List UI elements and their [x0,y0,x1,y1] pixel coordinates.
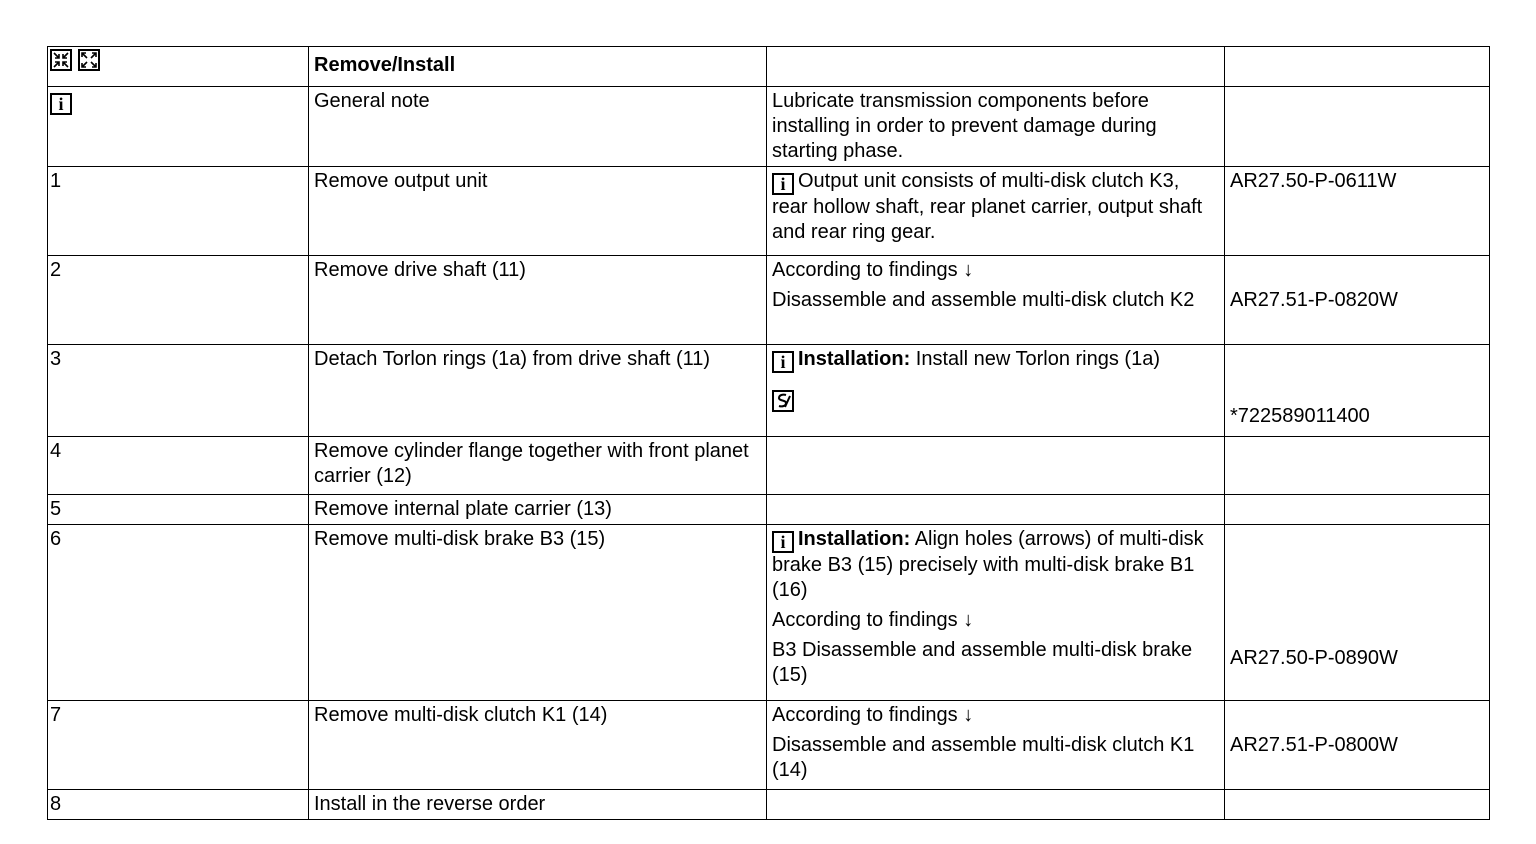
info-icon: i [772,173,794,195]
row-note-cell [767,701,1225,790]
row-ref: AR27.50-P-0611W [1225,167,1490,256]
row-ref: AR27.51-P-0820W [1230,289,1398,311]
row-note-procedure: Disassemble and assemble multi-disk clutch K2 [772,289,1195,311]
special-tool-icon [772,390,794,412]
table-row [48,87,1490,167]
row-action: Remove drive shaft (11) [309,256,767,345]
table-row [48,256,1490,345]
row-step: 8 [48,790,309,820]
install-icon [78,49,100,71]
row-ref-cell [1225,345,1490,437]
row-note: Output unit consists of multi-disk clutch K3, rear hollow shaft, rear planet carrier, output shaft and rear ring gear. [772,170,1203,243]
row-note-cell [767,167,1225,256]
row-note-procedure: Disassemble and assemble multi-disk clutch K1 (14) [772,734,1195,781]
row-ref: *722589011400 [1230,405,1370,427]
row-ref-cell [1225,525,1490,701]
row-note: Align holes (arrows) of multi-disk brake B3 (15) precisely with multi-disk brake B1 (16) [772,528,1204,601]
row-action: Remove multi-disk clutch K1 (14) [309,701,767,790]
page-title: Remove/Install [309,47,767,87]
header-empty-cell [767,47,1225,87]
row-ref: AR27.50-P-0890W [1230,647,1398,669]
row-step: 6 [48,525,309,701]
row-note-label: Installation: [798,528,911,550]
table-header-row [48,47,1490,87]
row-note: Lubricate transmission components before installing in order to prevent damage during starting phase. [767,87,1225,167]
row-step: 2 [48,256,309,345]
table-row [48,495,1490,525]
row-ref-empty [1225,790,1490,820]
row-note-cell [767,525,1225,701]
row-note-cell [767,256,1225,345]
row-step: 7 [48,701,309,790]
row-step: 5 [48,495,309,525]
info-icon: i [772,351,794,373]
row-action: Remove multi-disk brake B3 (15) [309,525,767,701]
row-step: 3 [48,345,309,437]
row-note-procedure: B3 Disassemble and assemble multi-disk brake (15) [772,639,1193,686]
row-note: Install new Torlon rings (1a) [915,348,1160,370]
row-note-empty [767,790,1225,820]
row-note-findings: According to findings ↓ [772,704,974,726]
row-action: Detach Torlon rings (1a) from drive shaft (11) [309,345,767,437]
table-row [48,437,1490,495]
row-note-findings: According to findings ↓ [772,609,974,631]
row-ref-empty [1225,437,1490,495]
table-row [48,167,1490,256]
row-note-findings: According to findings ↓ [772,259,974,281]
row-action: General note [309,87,767,167]
remove-icon [50,49,72,71]
row-note-cell [767,345,1225,437]
header-icons-cell [48,47,309,87]
row-action: Remove cylinder flange together with front planet carrier (12) [309,437,767,495]
row-info-cell [48,87,309,167]
row-step: 4 [48,437,309,495]
row-ref-cell [1225,701,1490,790]
table-row [48,790,1490,820]
table-row [48,525,1490,701]
row-note-empty [767,437,1225,495]
row-note-empty [767,495,1225,525]
info-icon: i [50,93,72,115]
procedure-table [47,46,1490,820]
row-action: Install in the reverse order [309,790,767,820]
row-note-label: Installation: [798,348,911,370]
table-row [48,701,1490,790]
info-icon: i [772,531,794,553]
header-empty-cell [1225,47,1490,87]
row-ref-cell [1225,256,1490,345]
row-action: Remove internal plate carrier (13) [309,495,767,525]
table-row [48,345,1490,437]
row-ref [1225,87,1490,167]
row-step: 1 [48,167,309,256]
row-ref-empty [1225,495,1490,525]
row-ref: AR27.51-P-0800W [1230,734,1398,756]
row-action: Remove output unit [309,167,767,256]
